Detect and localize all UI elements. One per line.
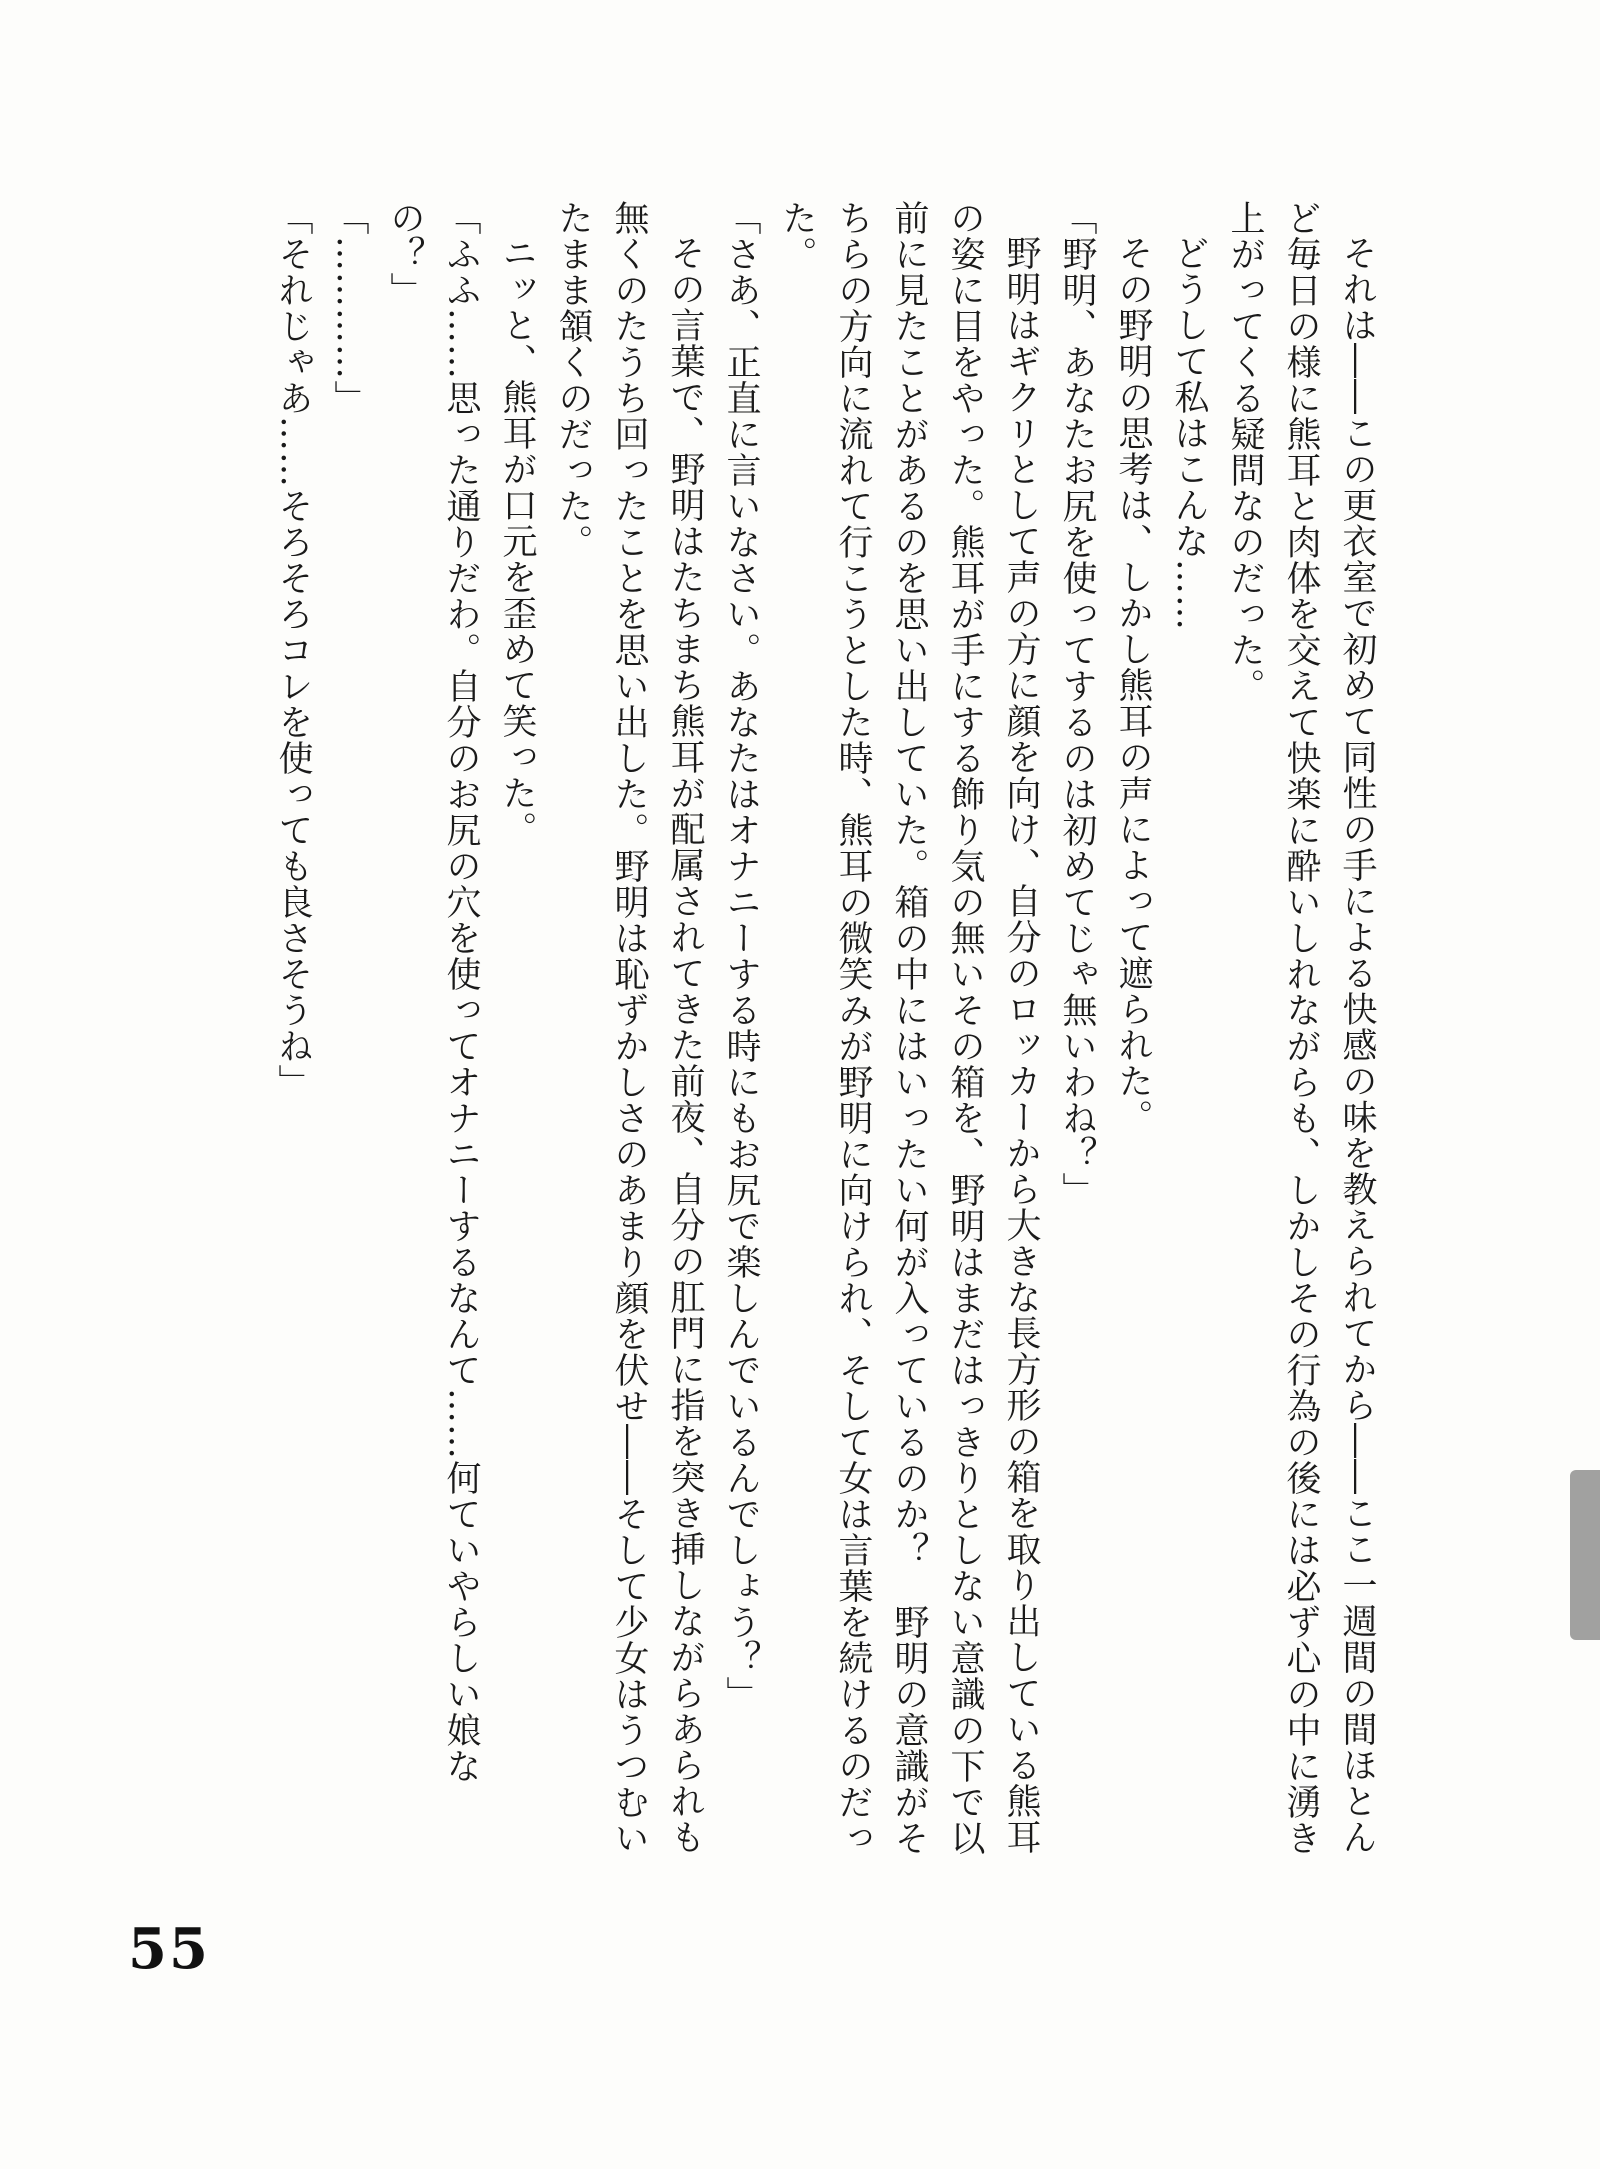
paragraph-dialogue: 「野明、あなたお尻を使ってするのは初めてじゃ無いわね？」	[1057, 200, 1097, 1208]
vertical-text-body	[205, 200, 1385, 1860]
paragraph-dialogue: 「ふふ……思った通りだわ。自分のお尻の穴を使ってオナニーするなんて……何ていやらしい娘なの？」	[385, 200, 481, 1784]
paragraph-narration: それは――この更衣室で初めて同性の手による快感の味を教えられてから――ここ一週間の間ほとんど毎日の様に熊耳と肉体を交えて快楽に酔いしれながらも、しかしその行為の後には必ず心の中に湧き上がってくる疑問なのだった。	[1225, 200, 1377, 1856]
scan-edge-mark	[1570, 1470, 1600, 1640]
paragraph-narration: ニッと、熊耳が口元を歪めて笑った。	[497, 235, 537, 847]
paragraph-narration: その野明の思考は、しかし熊耳の声によって遮られた。	[1113, 235, 1153, 1135]
paragraph-dialogue: 「それじゃあ……そろそろコレを使っても良さそうね」	[273, 200, 313, 1100]
paragraph-dialogue: 「さあ、正直に言いなさい。あなたはオナニーする時にもお尻で楽しんでいるんでしょう？」	[721, 200, 761, 1712]
page-number: 55	[128, 1916, 210, 1982]
paragraph-narration: どうして私はこんな……	[1169, 235, 1209, 631]
paragraph-narration: 野明はギクリとして声の方に顔を向け、自分のロッカーから大きな長方形の箱を取り出している熊耳の姿に目をやった。熊耳が手にする飾り気の無いその箱を、野明はまだはっきりとしない意識の下で以前に見たことがあるのを思い出していた。箱の中にはいったい何が入っているのか？ 野明の意識がそちらの方向に流れて行こうとした時、熊耳の微笑みが野明に向けられ、そして女は言葉を続けるのだった。	[777, 200, 1041, 1856]
paragraph-dialogue: 「…………」	[329, 200, 369, 416]
paragraph-narration: その言葉で、野明はたちまち熊耳が配属されてきた前夜、自分の肛門に指を突き挿しながらあられも無くのたうち回ったことを思い出した。野明は恥ずかしさのあまり顔を伏せ――そして少女はうつむいたまま頷くのだった。	[553, 200, 705, 1856]
